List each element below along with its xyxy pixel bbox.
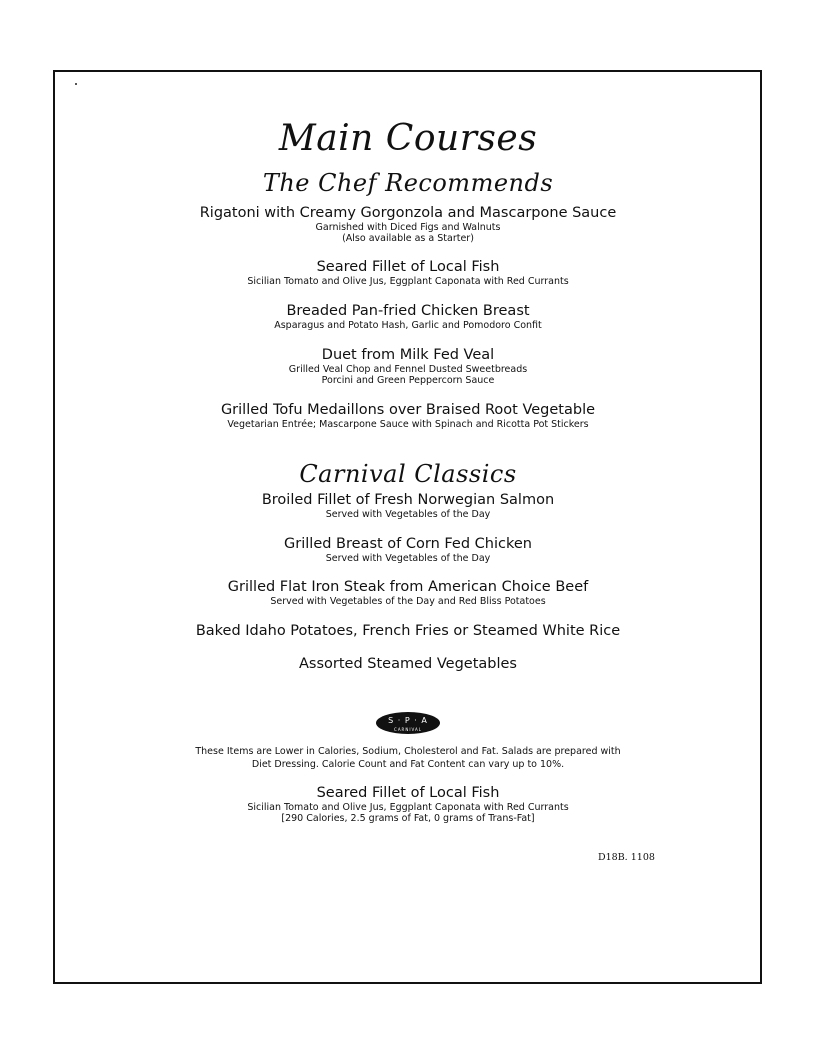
menu-item-description: Served with Vegetables of the Day bbox=[325, 553, 491, 564]
menu-item-description: Served with Vegetables of the Day bbox=[325, 509, 491, 520]
menu-item-description: Served with Vegetables of the Day and Red Bliss Potatoes bbox=[270, 596, 546, 607]
menu-item-description: (Also available as a Starter) bbox=[342, 233, 474, 244]
menu-item bbox=[0, 259, 816, 287]
menu-item bbox=[0, 656, 816, 673]
menu-item-name: Duet from Milk Fed Veal bbox=[321, 347, 495, 363]
spa-logo-letters: S · P · A bbox=[388, 716, 428, 725]
carnival-classics-heading: Carnival Classics bbox=[299, 460, 517, 488]
menu-item-description: Vegetarian Entrée; Mascarpone Sauce with Spinach and Ricotta Pot Stickers bbox=[227, 419, 589, 430]
menu-item-name: Rigatoni with Creamy Gorgonzola and Mascarpone Sauce bbox=[199, 205, 617, 221]
menu-item-name: Seared Fillet of Local Fish bbox=[316, 259, 500, 275]
menu-item-description: Sicilian Tomato and Olive Jus, Eggplant Caponata with Red Currants bbox=[247, 802, 569, 813]
menu-item bbox=[0, 492, 816, 520]
menu-item-description: Asparagus and Potato Hash, Garlic and Pomodoro Confit bbox=[274, 320, 542, 331]
menu-item-name: Grilled Breast of Corn Fed Chicken bbox=[284, 536, 532, 552]
menu-item bbox=[0, 536, 816, 564]
scan-speck bbox=[75, 83, 77, 85]
menu-item-name: Breaded Pan-fried Chicken Breast bbox=[286, 303, 530, 319]
chef-recommends-heading: The Chef Recommends bbox=[262, 169, 554, 197]
menu-item-name: Seared Fillet of Local Fish bbox=[316, 785, 500, 801]
menu-item bbox=[0, 303, 816, 331]
menu-item bbox=[0, 347, 816, 386]
menu-item bbox=[0, 579, 816, 607]
menu-item bbox=[0, 402, 816, 430]
menu-item-name: Broiled Fillet of Fresh Norwegian Salmon bbox=[261, 492, 555, 508]
menu-item-name: Grilled Flat Iron Steak from American Choice Beef bbox=[227, 579, 589, 595]
menu-item-description: Garnished with Diced Figs and Walnuts bbox=[315, 222, 501, 233]
spa-note-line: These Items are Lower in Calories, Sodium, Cholesterol and Fat. Salads are prepared with bbox=[195, 746, 621, 757]
menu-item bbox=[0, 623, 816, 640]
menu-item-description: Sicilian Tomato and Olive Jus, Eggplant Caponata with Red Currants bbox=[247, 276, 569, 287]
menu-item-name: Baked Idaho Potatoes, French Fries or Steamed White Rice bbox=[195, 623, 621, 639]
menu-code: D18B. 1108 bbox=[598, 852, 655, 863]
main-courses-heading: Main Courses bbox=[278, 118, 538, 159]
menu-item-description: Grilled Veal Chop and Fennel Dusted Sweetbreads bbox=[288, 364, 528, 375]
menu-item-name: Grilled Tofu Medaillons over Braised Root Vegetable bbox=[220, 402, 596, 418]
menu-item-description: [290 Calories, 2.5 grams of Fat, 0 grams of Trans-Fat] bbox=[281, 813, 535, 824]
menu-item-description: Porcini and Green Peppercorn Sauce bbox=[321, 375, 495, 386]
spa-logo bbox=[376, 712, 440, 734]
spa-menu-item bbox=[0, 785, 816, 824]
spa-note bbox=[0, 745, 816, 771]
spa-logo-subtext: CARNIVAL bbox=[394, 727, 422, 732]
spa-note-line: Diet Dressing. Calorie Count and Fat Content can vary up to 10%. bbox=[251, 759, 565, 770]
menu-item-name: Assorted Steamed Vegetables bbox=[299, 656, 517, 672]
menu-item bbox=[0, 205, 816, 244]
